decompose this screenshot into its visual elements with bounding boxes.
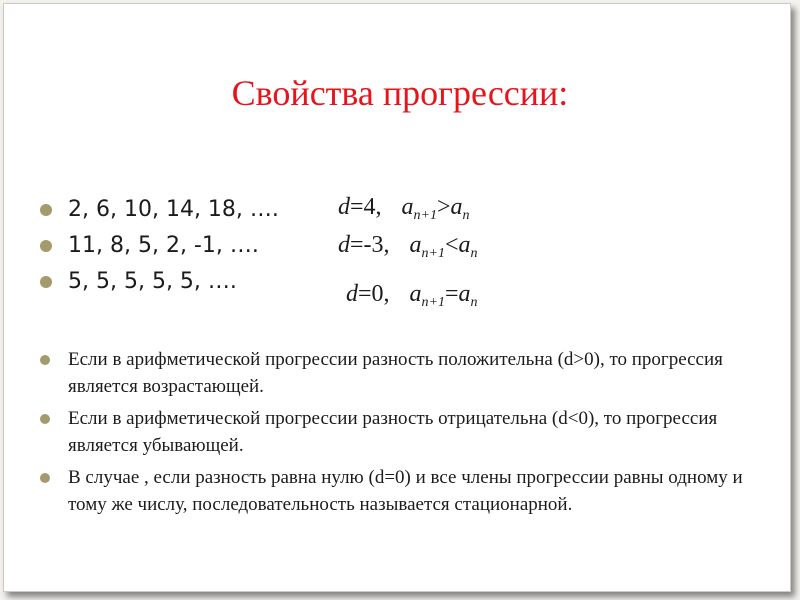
relation-sign: = — [445, 281, 459, 307]
example-item — [40, 264, 340, 300]
a-symbol: a — [458, 281, 471, 307]
subscript-n: n — [470, 295, 478, 310]
example-item — [40, 228, 340, 264]
rule-text: В случае , если разность равна нулю (d=0) и все члены прогрессии равны одному и тому же числу, последовательность называется стационарной. — [68, 467, 743, 515]
a-symbol: a — [409, 281, 422, 307]
d-symbol: d — [346, 281, 358, 307]
rule-text: Если в арифметической прогрессии разность положительна (d>0), то прогрессия является возрастающей. — [68, 349, 723, 397]
bullet-icon — [40, 240, 52, 252]
bullet-icon — [40, 355, 50, 365]
d-symbol: d — [338, 232, 350, 258]
a-symbol: a — [458, 232, 471, 258]
example-sequence: 11, 8, 5, 2, -1, …. — [68, 233, 259, 258]
subscript-n-plus-1: n+1 — [413, 208, 437, 223]
rule-item — [40, 405, 760, 459]
subscript-n: n — [462, 208, 470, 223]
example-sequence: 2, 6, 10, 14, 18, …. — [68, 197, 279, 222]
bullet-icon — [40, 276, 52, 288]
subscript-n-plus-1: n+1 — [421, 295, 445, 310]
bullet-icon — [40, 414, 50, 424]
examples-list — [40, 192, 340, 300]
a-symbol: a — [409, 232, 422, 258]
slide-title: Свойства прогрессии: — [231, 73, 569, 113]
d-value: =0, — [358, 281, 390, 307]
rule-item — [40, 346, 760, 400]
subscript-n-plus-1: n+1 — [421, 246, 445, 261]
d-value: =-3, — [350, 232, 390, 258]
example-item — [40, 192, 340, 228]
d-symbol: d — [338, 194, 350, 220]
rule-text: Если в арифметической прогрессии разность отрицательна (d<0), то прогрессия является убывающей. — [68, 408, 718, 456]
subscript-n: n — [470, 246, 478, 261]
rules-list — [40, 346, 760, 523]
relation-sign: < — [444, 232, 459, 258]
bullet-icon — [40, 204, 52, 216]
a-symbol: a — [450, 194, 463, 220]
rule-item — [40, 464, 760, 518]
relation-sign: > — [437, 194, 451, 220]
a-symbol: a — [401, 194, 414, 220]
d-value: =4, — [350, 194, 382, 220]
bullet-icon — [40, 473, 50, 483]
example-sequence: 5, 5, 5, 5, 5, …. — [68, 269, 237, 294]
